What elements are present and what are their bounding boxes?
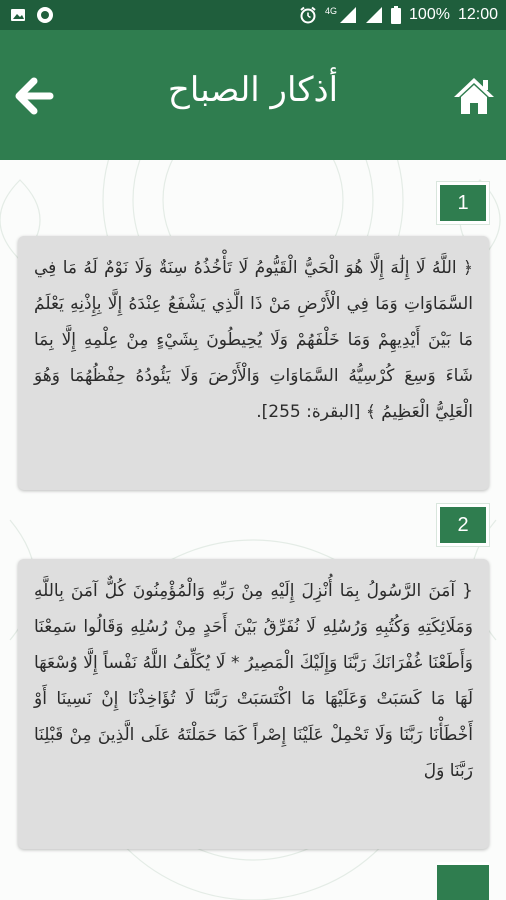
dhikr-text: ﴿ اللَّهُ لَا إِلَٰهَ إِلَّا هُوَ الْحَيُّ الْقَيُّومُ لَا تَأْخُذُهُ سِنَةٌ وَلَا نَوْمٌ لَهُ مَا فِي السَّمَاوَاتِ وَمَا فِي الْأَرْضِ مَنْ ذَا الَّذِي يَشْفَعُ عِنْدَهُ إِلَّا بِإِذْنِهِ يَعْلَمُ مَا بَيْنَ أَيْدِيهِمْ وَمَا خَلْفَهُمْ وَلَا يُحِيطُونَ بِشَيْءٍ مِنْ عِلْمِهِ إِلَّا بِمَا شَاءَ وَسِعَ كُرْسِيُّهُ السَّمَاوَاتِ وَالْأَرْضَ وَلَا يَئُودُهُ حِفْظُهُمَا وَهُوَ الْعَلِيُّ الْعَظِيمُ ﴾ [البقرة: 255]. bbox=[34, 258, 473, 422]
status-bar-right bbox=[299, 6, 506, 24]
next-item-number-badge bbox=[437, 862, 489, 900]
image-notification-icon bbox=[10, 7, 26, 23]
dhikr-card[interactable] bbox=[18, 236, 489, 490]
app-bar bbox=[0, 30, 506, 160]
item-number-badge bbox=[437, 504, 489, 546]
home-icon bbox=[453, 76, 495, 116]
dhikr-card[interactable] bbox=[18, 559, 489, 849]
home-button[interactable] bbox=[450, 72, 498, 120]
item-number: 1 bbox=[457, 191, 469, 214]
clock-time: 12:00 bbox=[457, 6, 498, 23]
battery-icon bbox=[391, 6, 401, 24]
page-title: أذكار الصباح bbox=[167, 70, 339, 110]
record-notification-icon bbox=[36, 6, 54, 24]
item-number: 2 bbox=[457, 513, 469, 536]
battery-percentage: 100% bbox=[409, 6, 450, 23]
content-area[interactable] bbox=[0, 160, 506, 900]
dhikr-text: { آمَنَ الرَّسُولُ بِمَا أُنْزِلَ إِلَيْهِ مِنْ رَبِّهِ وَالْمُؤْمِنُونَ كُلٌّ آمَنَ بِاللَّهِ وَمَلَائِكَتِهِ وَكُتُبِهِ وَرُسُلِهِ لَا نُفَرِّقُ بَيْنَ أَحَدٍ مِنْ رُسُلِهِ وَقَالُوا سَمِعْنَا وَأَطَعْنَا غُفْرَانَكَ رَبَّنَا وَإِلَيْكَ الْمَصِيرُ * لَا يُكَلِّفُ اللَّهُ نَفْساً إِلَّا وُسْعَهَا لَهَا مَا كَسَبَتْ وَعَلَيْهَا مَا اكْتَسَبَتْ رَبَّنَا لَا تُؤَاخِذْنَا إِنْ نَسِينَا أَوْ أَخْطَأْنَا رَبَّنَا وَلَا تَحْمِلْ عَلَيْنَا إِصْراً كَمَا حَمَلْتَهُ عَلَى الَّذِينَ مِنْ قَبْلِنَا رَبَّنَا وَلَ bbox=[34, 581, 473, 781]
cell-signal-icon bbox=[339, 6, 357, 24]
status-bar bbox=[0, 0, 506, 30]
item-number-badge bbox=[437, 182, 489, 224]
network-type-label: 4G bbox=[325, 6, 338, 16]
alarm-icon bbox=[299, 6, 317, 24]
status-bar-left bbox=[0, 6, 54, 24]
cell-signal-2-icon bbox=[365, 6, 383, 24]
